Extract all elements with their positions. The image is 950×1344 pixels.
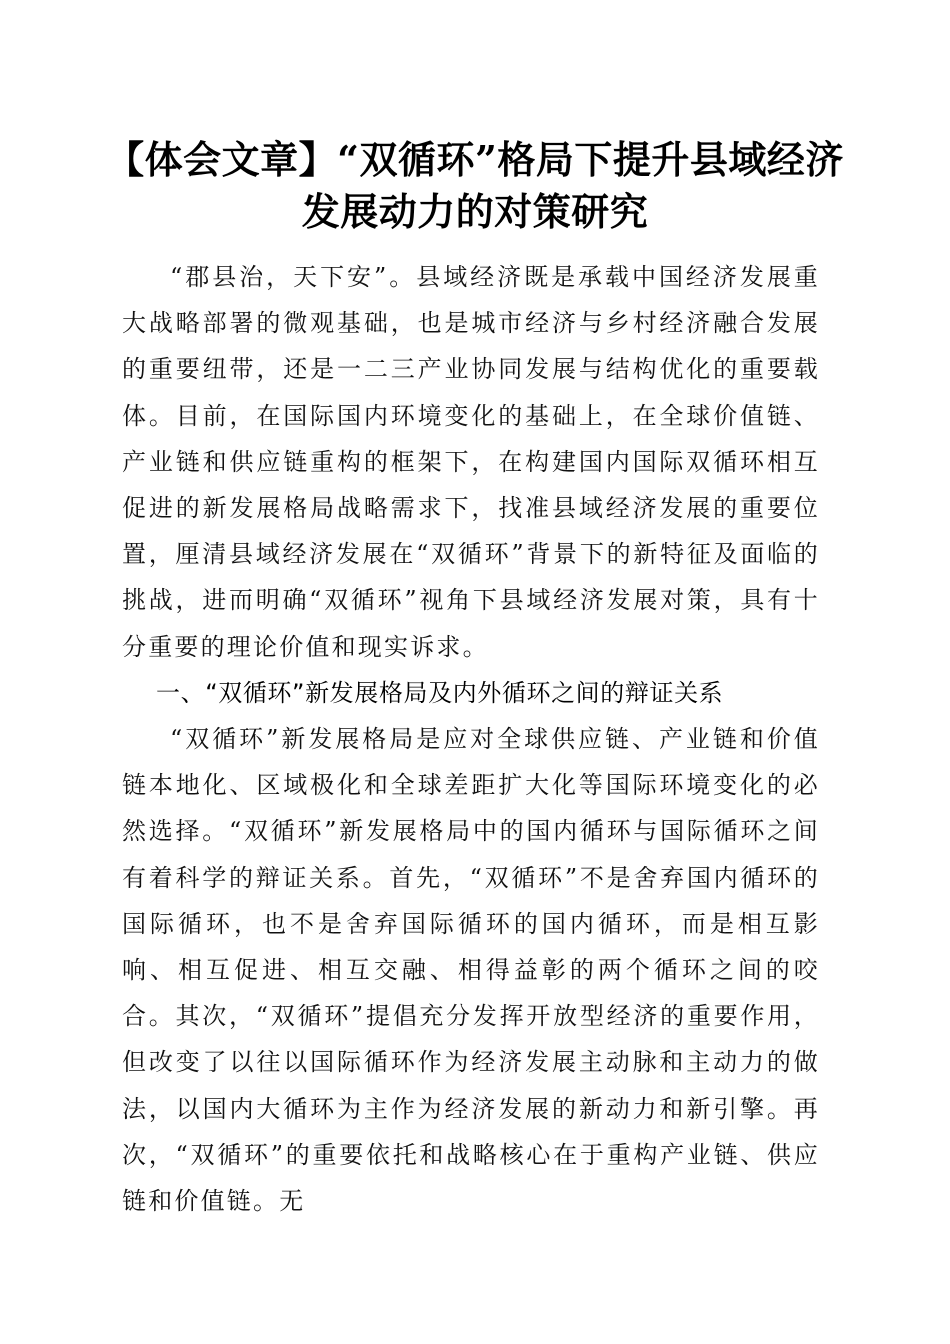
section-paragraph: “双循环”新发展格局是应对全球供应链、产业链和价值链本地化、区域极化和全球差距扩大化等国际环境变化的必然选择。“双循环”新发展格局中的国内循环与国际循环之间有着科学的辩证关系。首先，“双循环”不是舍弃国内循环的国际循环，也不是舍弃国际循环的国内循环，而是相互影响、相互促进、相互交融、相得益彰的两个循环之间的咬合。其次，“双循环”提倡充分发挥开放型经济的重要作用，但改变了以往以国际循环作为经济发展主动脉和主动力的做法，以国内大循环为主作为经济发展的新动力和新引擎。再次，“双循环”的重要依托和战略核心在于重构产业链、供应链和价值链。无 — [122, 725, 820, 1216]
title-line-2: 发展动力的对策研究 — [301, 189, 649, 234]
intro-paragraph: “郡县治，天下安”。县域经济既是承载中国经济发展重大战略部署的微观基础，也是城市经济与乡村经济融合发展的重要纽带，还是一二三产业协同发展与结构优化的重要载体。目前，在国际国内环境变化的基础上，在全球价值链、产业链和供应链重构的框架下，在构建国内国际双循环相互促进的新发展格局战略需求下，找准县域经济发展的重要位置，厘清县域经济发展在“双循环”背景下的新特征及面临的挑战，进而明确“双循环”视角下县域经济发展对策，具有十分重要的理论价值和现实诉求。 — [122, 263, 820, 661]
document-body — [122, 254, 820, 1224]
title-line-1: 【体会文章】“双循环”格局下提升县域经济 — [106, 137, 844, 182]
document-title — [100, 134, 850, 238]
section-heading: 一、“双循环”新发展格局及内外循环之间的辩证关系 — [156, 678, 724, 707]
